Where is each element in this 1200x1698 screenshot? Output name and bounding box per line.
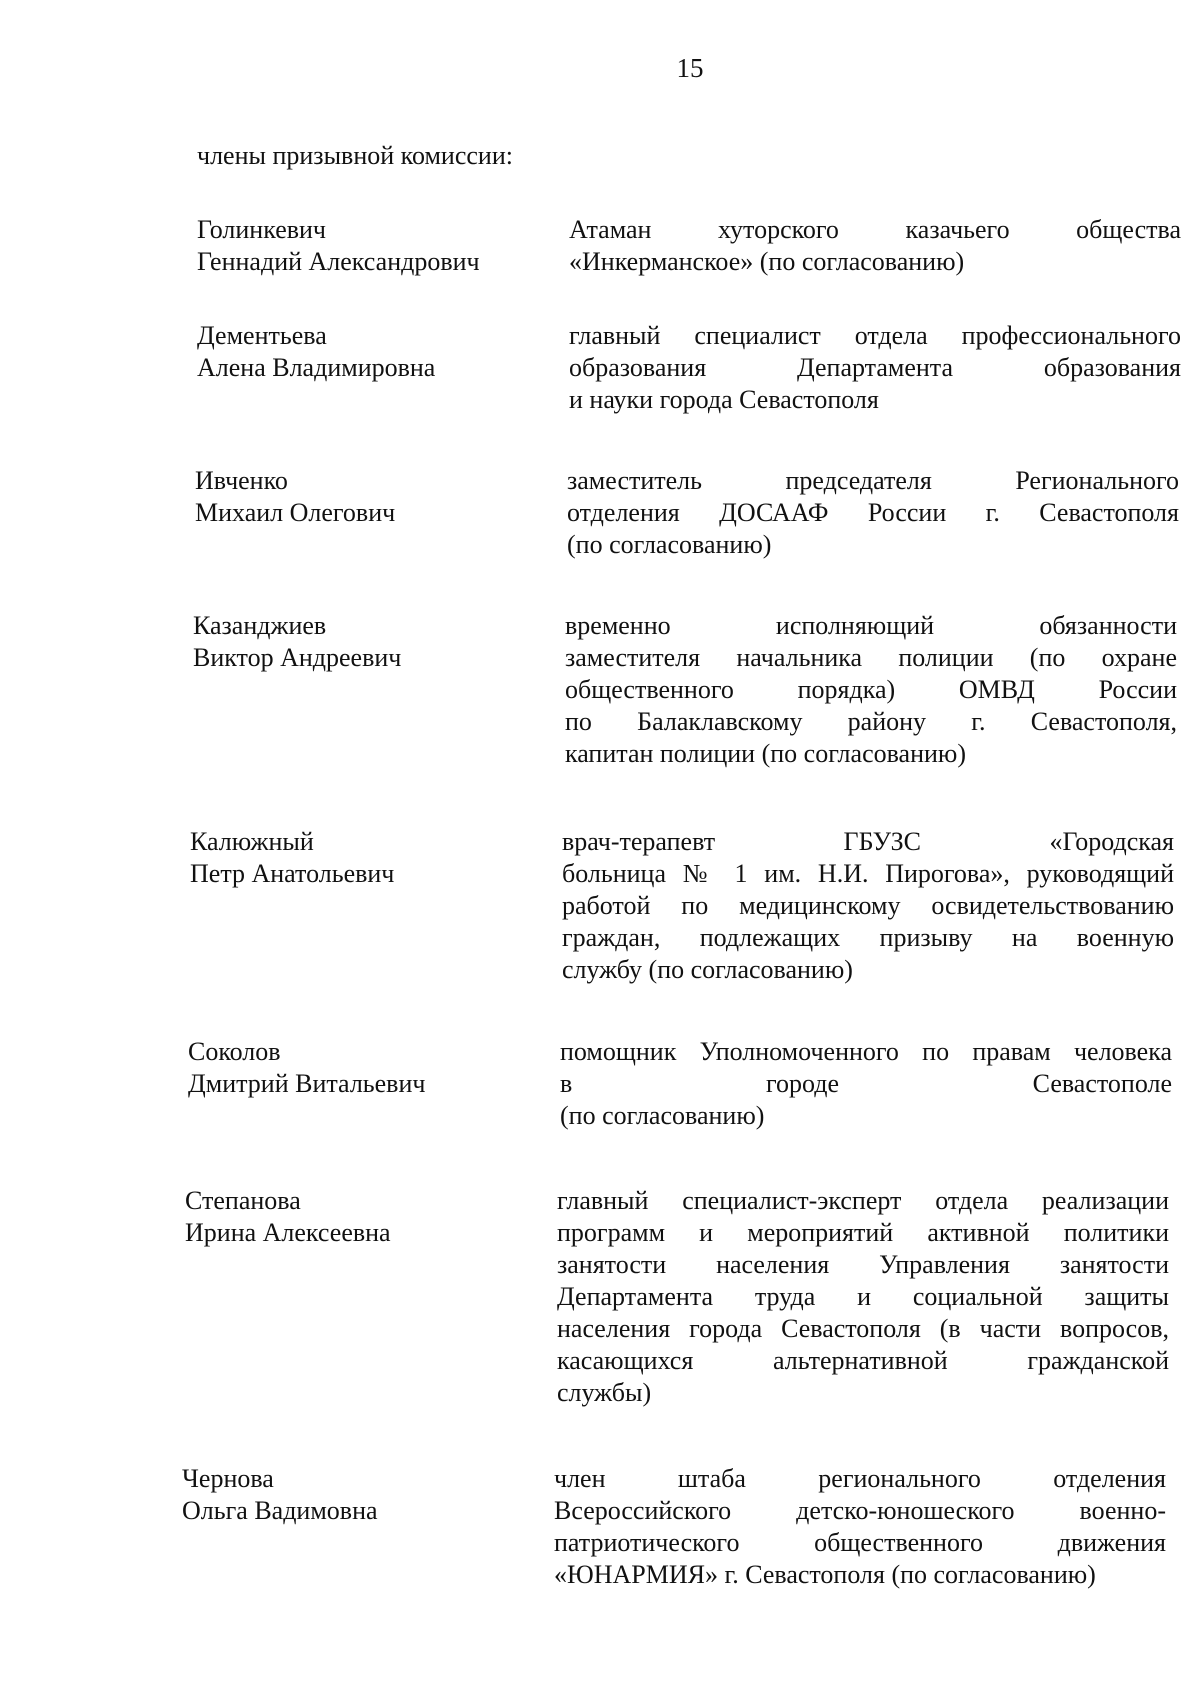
position-line: Атаман хуторского казачьего общества <box>569 215 1181 244</box>
member-given-names: Виктор Андреевич <box>193 643 402 672</box>
member-given-names: Дмитрий Витальевич <box>188 1069 426 1098</box>
position-line: занятости населения Управления занятости <box>557 1250 1169 1279</box>
position-line: программ и мероприятий активной политики <box>557 1218 1169 1247</box>
position-line: врач-терапевт ГБУЗС «Городская <box>562 827 1174 856</box>
position-line: общественного порядка) ОМВД России <box>565 675 1177 704</box>
member-name <box>188 1036 538 1100</box>
position-line: капитан полиции (по согласованию) <box>565 739 966 768</box>
position-line: по Балаклавскому району г. Севастополя, <box>565 707 1177 736</box>
position-line: образования Департамента образования <box>569 353 1181 382</box>
position-line: касающихся альтернативной гражданской <box>557 1346 1169 1375</box>
page-number: 15 <box>676 53 704 83</box>
member-position <box>565 610 1177 770</box>
member-given-names: Михаил Олегович <box>195 498 396 527</box>
member-name <box>197 320 547 384</box>
section-heading: члены призывной комиссии: <box>197 141 513 170</box>
member-name <box>197 214 547 278</box>
member-position <box>569 214 1181 278</box>
position-line: член штаба регионального отделения <box>554 1464 1166 1493</box>
member-name <box>185 1185 535 1249</box>
member-position <box>567 465 1179 561</box>
member-given-names: Ирина Алексеевна <box>185 1218 391 1247</box>
member-surname: Дементьева <box>197 321 327 350</box>
member-surname: Степанова <box>185 1186 301 1215</box>
member-position <box>557 1185 1169 1409</box>
position-line: (по согласованию) <box>567 530 772 559</box>
member-name <box>193 610 543 674</box>
position-line: (по согласованию) <box>560 1101 765 1130</box>
position-line: граждан, подлежащих призыву на военную <box>562 923 1174 952</box>
member-given-names: Петр Анатольевич <box>190 859 395 888</box>
position-line: больница № 1 им. Н.И. Пирогова», руководящий <box>562 859 1174 888</box>
member-position <box>554 1463 1166 1591</box>
member-surname: Калюжный <box>190 827 314 856</box>
member-surname: Ивченко <box>195 466 288 495</box>
position-line: отделения ДОСААФ России г. Севастополя <box>567 498 1179 527</box>
position-line: главный специалист отдела профессионального <box>569 321 1181 350</box>
member-position <box>562 826 1174 986</box>
member-position <box>560 1036 1172 1132</box>
position-line: главный специалист-эксперт отдела реализации <box>557 1186 1169 1215</box>
member-given-names: Геннадий Александрович <box>197 247 480 276</box>
position-line: населения города Севастополя (в части вопросов, <box>557 1314 1169 1343</box>
member-given-names: Ольга Вадимовна <box>182 1496 378 1525</box>
position-line: работой по медицинскому освидетельствованию <box>562 891 1174 920</box>
position-line: Всероссийского детско-юношеского военно- <box>554 1496 1166 1525</box>
position-line: помощник Уполномоченного по правам человека <box>560 1037 1172 1066</box>
member-position <box>569 320 1181 416</box>
position-line: в городе Севастополе <box>560 1069 1172 1098</box>
member-name <box>182 1463 532 1527</box>
position-line: заместитель председателя Регионального <box>567 466 1179 495</box>
position-line: службу (по согласованию) <box>562 955 853 984</box>
member-name <box>195 465 545 529</box>
member-surname: Чернова <box>182 1464 274 1493</box>
member-name <box>190 826 540 890</box>
position-line: «ЮНАРМИЯ» г. Севастополя (по согласованию) <box>554 1560 1096 1589</box>
position-line: Департамента труда и социальной защиты <box>557 1282 1169 1311</box>
member-surname: Соколов <box>188 1037 281 1066</box>
member-surname: Казанджиев <box>193 611 327 640</box>
member-surname: Голинкевич <box>197 215 326 244</box>
member-given-names: Алена Владимировна <box>197 353 436 382</box>
position-line: «Инкерманское» (по согласованию) <box>569 247 965 276</box>
position-line: и науки города Севастополя <box>569 385 879 414</box>
position-line: временно исполняющий обязанности <box>565 611 1177 640</box>
position-line: заместителя начальника полиции (по охране <box>565 643 1177 672</box>
position-line: патриотического общественного движения <box>554 1528 1166 1557</box>
position-line: службы) <box>557 1378 652 1407</box>
